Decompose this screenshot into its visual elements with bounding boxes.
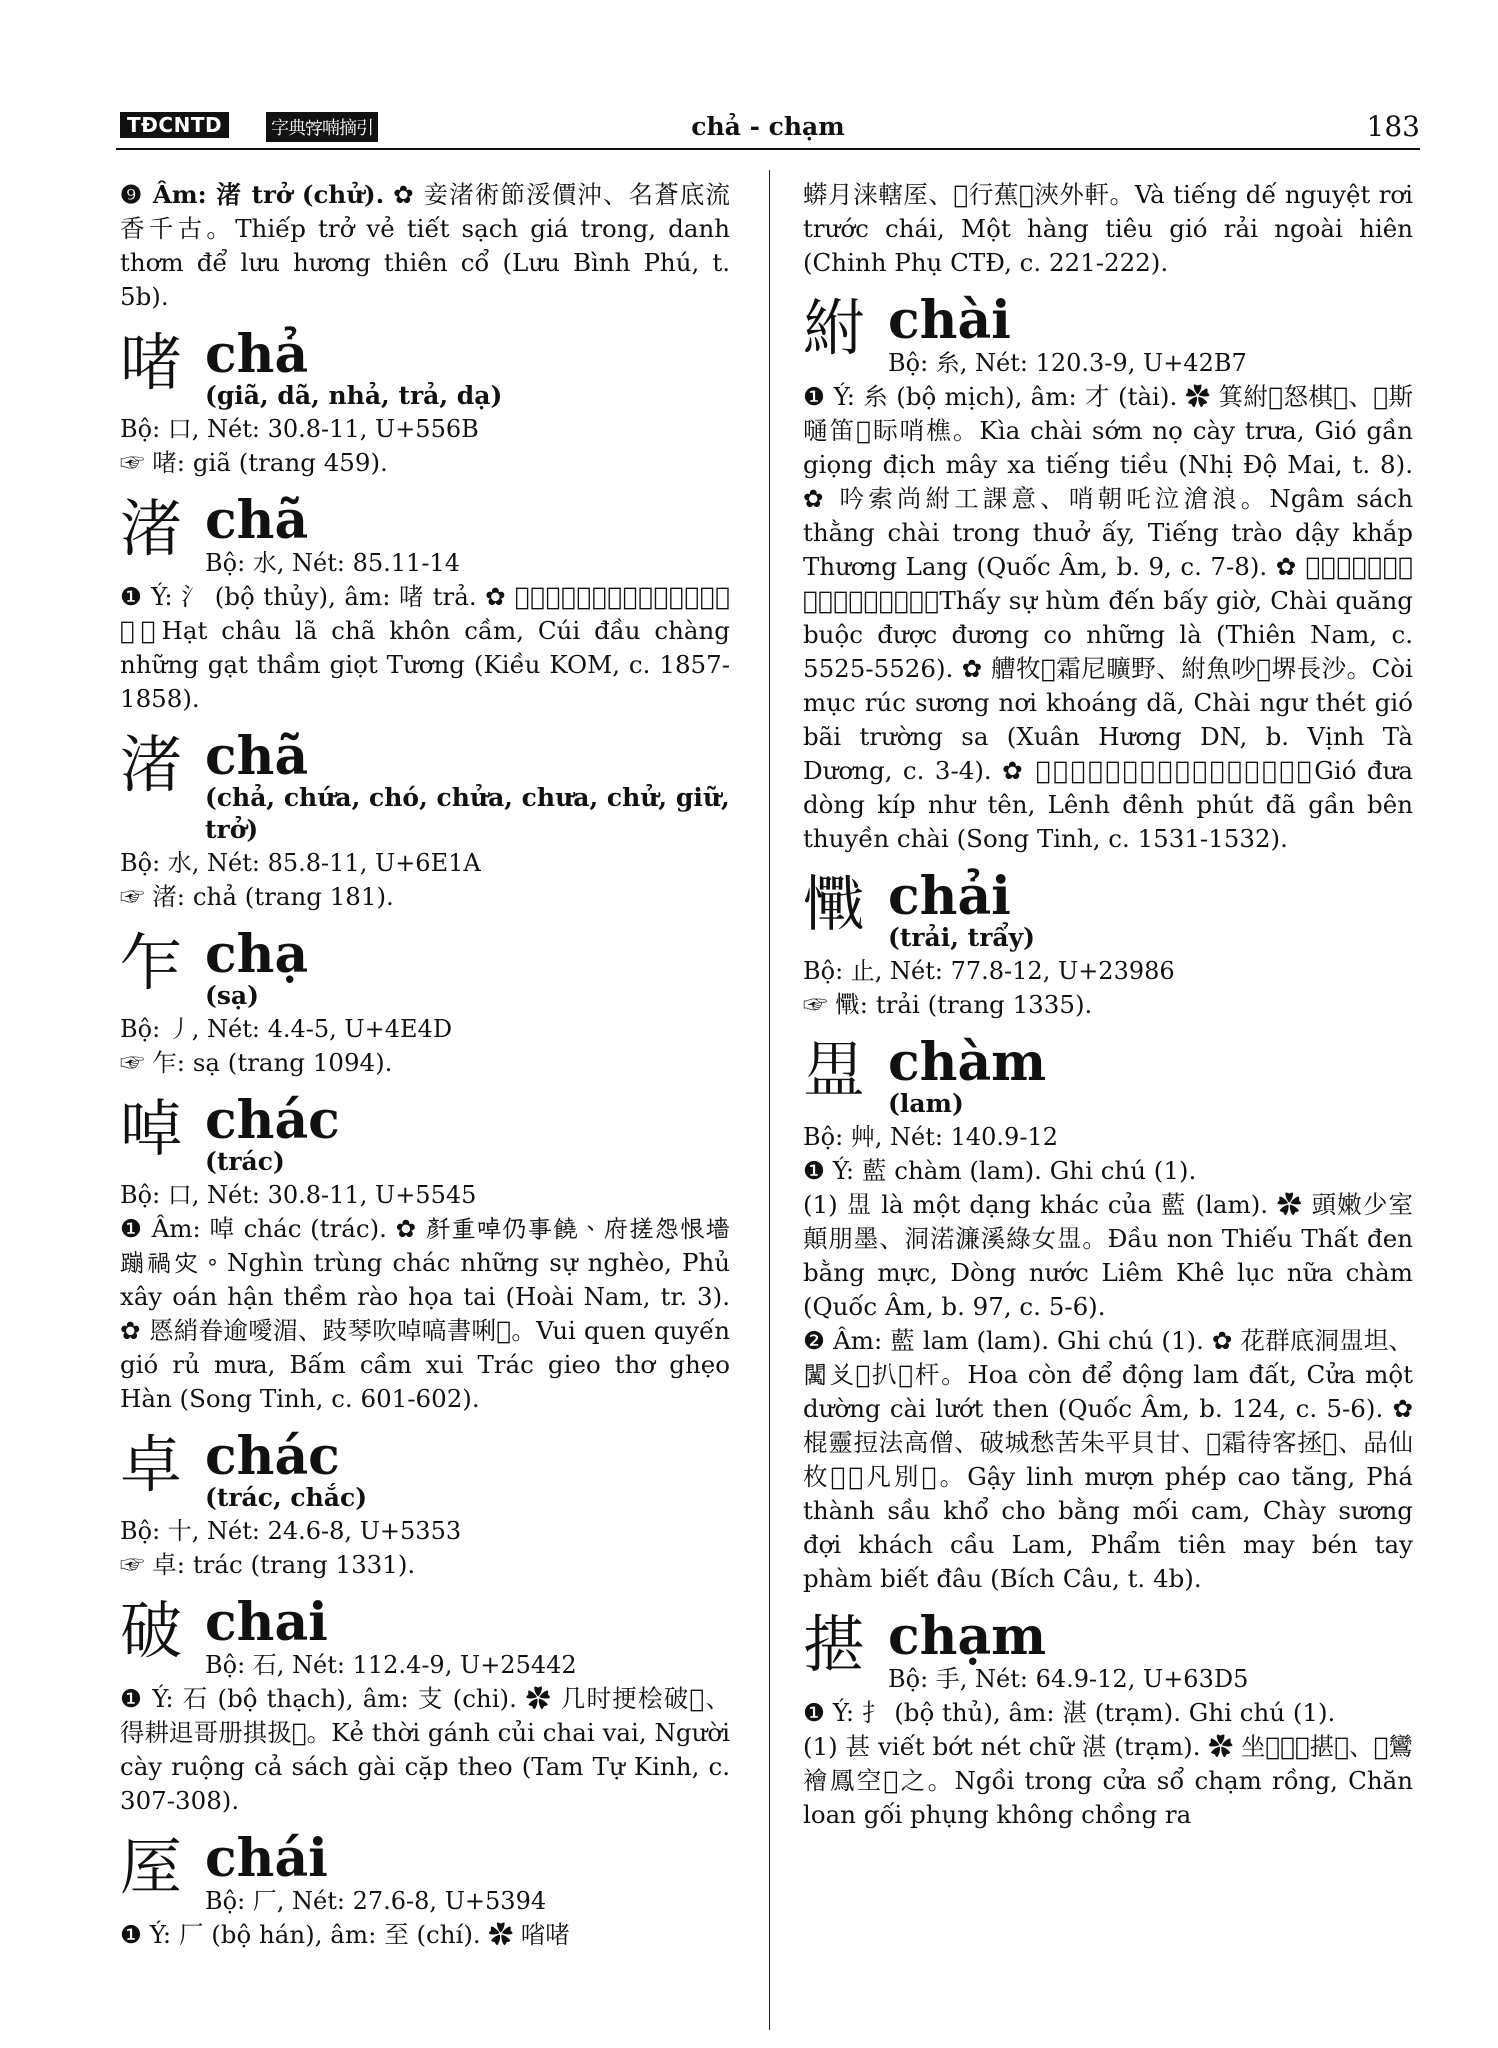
alternate-readings: (trác, chắc) — [205, 1483, 368, 1512]
continued-sense — [120, 178, 730, 314]
headword-reading: chả — [205, 324, 309, 385]
entry-sense: ☞ 啫: giã (trang 459). — [120, 448, 388, 477]
headword-character: 啅 — [120, 1092, 183, 1165]
headword-character: 𢥇 — [803, 868, 866, 941]
entry-sense: ❶ Ý: 藍 chàm (lam). Ghi chú (1). — [803, 1156, 1197, 1185]
headword-block — [205, 490, 730, 580]
radical-stroke-meta: Bộ: 糸, Nét: 120.3-9, U+42B7 — [888, 349, 1247, 377]
entry-sense: ❶ Ý: 厂 (bộ hán), âm: 至 (chí). ✿ 㗂啫 — [120, 1920, 570, 1949]
continued-text: 蟒月涞轄厔、𢵻行蕉𦝄浹外軒。Và tiếng dế nguyệt rơi trước chái, Một hàng tiêu gió rải ngoài hiên (Chinh Phụ CTĐ, c. 221-222). — [803, 180, 1413, 277]
headword-reading: chải — [888, 866, 1011, 927]
entry-sense: ❶ Ý: 扌 (bộ thủ), âm: 湛 (trạm). Ghi chú (1). — [803, 1698, 1336, 1727]
dictionary-entry — [120, 1828, 730, 1952]
headword-character: 揕 — [803, 1608, 866, 1681]
dictionary-entry — [803, 866, 1413, 1022]
headword-character: 啫 — [120, 326, 183, 399]
radical-stroke-meta: Bộ: 十, Nét: 24.6-8, U+5353 — [120, 1517, 462, 1545]
entry-sense: ☞ 渚: chả (trang 181). — [120, 882, 394, 911]
alternate-readings: (trải, trẩy) — [888, 923, 1035, 952]
radical-stroke-meta: Bộ: 丿, Nét: 4.4-5, U+4E4D — [120, 1015, 453, 1043]
entry-sense: ❶ Ý: 石 (bộ thạch), âm: 支 (chi). ✿ 几时挭桧破𩈘、得耕䢐哥册掑扱𨅸。Kẻ thời gánh củi chai vai, Người cày ruộng cả sách gài cặp theo (Tam Tự Kinh, c. 307-308). — [120, 1684, 730, 1815]
left-column — [120, 178, 730, 2023]
entry-head — [803, 1606, 1413, 1696]
left-entries — [120, 324, 730, 1952]
entry-head — [120, 1426, 730, 1514]
entry-head — [120, 324, 730, 412]
right-column — [803, 178, 1413, 2023]
dictionary-entry — [120, 324, 730, 480]
headword-block — [888, 866, 1413, 954]
radical-stroke-meta: Bộ: 石, Nét: 112.4-9, U+25442 — [205, 1651, 577, 1679]
radical-stroke-meta: Bộ: 水, Nét: 85.11-14 — [205, 549, 460, 577]
headword-block — [888, 290, 1413, 380]
dictionary-logo-han: 字典𡨸喃摘引 — [266, 112, 378, 142]
dictionary-entry — [120, 490, 730, 716]
headword-reading: chã — [205, 490, 309, 551]
entry-sense: ❶ Ý: 糸 (bộ mịch), âm: 才 (tài). ✿ 箕紨𣋚怒棋𨰈、𡀯斯嗵笛𨖲眎哨樵。Kìa chài sớm nọ cày trưa, Gió gần giọng địch mây xa tiếng tiều (Nhị Độ Mai, t. 8). ✿ 吟索尚紨工課意、哨朝吒泣滄浪。Ngâm sách thằng chài trong thuở ấy, Tiếng trào dậy khắp Thương Lang (Quốc Âm, b. 9, c. 7-8). ✿ 𩈘事猹典闭除、紨肱紏特當撫仍罗。Thấy sự hùm đến bấy giờ, Chài quăng buộc được đương co những là (Thiên Nam, c. 5525-5526). ✿ 艚牧𠽖霜尼曠野、紨魚吵𦝄堺長沙。Còi mục rúc sương nơi khoáng dã, Chài ngư thét gió bãi trường sa (Xuân Hương DN, b. Vịnh Tà Dương, c. 3-4). ✿ 𦝄迻洄急如箕、泠汀丿㐌斯边船紨。Gió đưa dòng kíp như tên, Lênh đênh phút đã gần bên thuyền chài (Song Tinh, c. 1531-1532). — [803, 382, 1413, 853]
headword-block — [205, 1426, 730, 1514]
entry-head — [120, 1592, 730, 1682]
right-entries — [803, 290, 1413, 1832]
dictionary-logo-latin: TĐCNTD — [120, 112, 229, 138]
alternate-readings: (trác) — [205, 1147, 285, 1176]
headword-block — [205, 924, 730, 1012]
headword-block — [888, 1606, 1413, 1696]
headword-reading: chạ — [205, 924, 309, 985]
running-title: chả - chạm — [691, 112, 845, 141]
headword-block — [205, 324, 730, 412]
dictionary-entry — [803, 1606, 1413, 1832]
page-header — [116, 108, 1420, 150]
headword-character: 渚 — [120, 492, 183, 565]
dictionary-entry — [120, 726, 730, 914]
headword-reading: chạm — [888, 1606, 1047, 1667]
headword-character: 渚 — [120, 728, 183, 801]
radical-stroke-meta: Bộ: 口, Nét: 30.8-11, U+556B — [120, 415, 479, 443]
headword-reading: chàm — [888, 1032, 1047, 1093]
headword-character: 厔 — [120, 1830, 183, 1903]
alternate-readings: (lam) — [888, 1089, 964, 1118]
entry-head — [803, 866, 1413, 954]
entry-sense: ❶ Âm: 啅 chác (trác). ✿ 𠦳重啅仍事饒、府搓怨恨墻蹦禍灾。Nghìn trùng chác những sự nghèo, Phủ xây oán hận thềm rào họa tai (Hoài Nam, tr. 3). ✿ 㥦綃眷逾噯湄、跂琴吹啅嗃書唎𢩿。Vui quen quyến gió rủ mưa, Bấm cầm xui Trác gieo thơ ghẹo Hàn (Song Tinh, c. 601-602). — [120, 1214, 730, 1413]
headword-reading: chai — [205, 1592, 328, 1653]
entry-sense: ☞ 𢥇: trải (trang 1335). — [803, 990, 1093, 1019]
headword-block — [205, 1828, 730, 1918]
radical-stroke-meta: Bộ: 手, Nét: 64.9-12, U+63D5 — [888, 1665, 1249, 1693]
dictionary-entry — [803, 290, 1413, 856]
headword-reading: chác — [205, 1426, 340, 1487]
alternate-readings: (giã, dã, nhả, trả, dạ) — [205, 381, 503, 410]
alternate-readings: (sạ) — [205, 981, 259, 1010]
sense-label: ❾ Âm: 渚 trở (chử). — [120, 180, 385, 209]
page-number: 183 — [1366, 110, 1420, 143]
headword-reading: chác — [205, 1090, 340, 1151]
headword-character: 紨 — [803, 292, 866, 365]
radical-stroke-meta: Bộ: 艸, Nét: 140.9-12 — [803, 1123, 1058, 1151]
dictionary-entry — [120, 924, 730, 1080]
headword-reading: chái — [205, 1828, 328, 1889]
entry-head — [120, 1828, 730, 1918]
headword-reading: chã — [205, 726, 309, 787]
radical-stroke-meta: Bộ: 口, Nét: 30.8-11, U+5545 — [120, 1181, 477, 1209]
entry-sense: ❷ Âm: 藍 lam (lam). Ghi chú (1). ✿ 花群底洞𥁎坦、𨷈𠬠𨤔扒𢪀杆。Hoa còn để động lam đất, Cửa một dường cài lướt then (Quốc Âm, b. 124, c. 5-6). ✿ 棍靈𢭃法高僧、破城愁苦朱平貝甘、𣘃霜待客拯𥁎、品仙枚𢯒𤽸凡別𡗶。Gậy linh mượn phép cao tăng, Phá thành sầu khổ cho bằng mối cam, Chày sương đợi khách cầu Lam, Phẩm tiên may bén tay phàm biết đâu (Bích Câu, t. 4b). — [803, 1326, 1413, 1593]
radical-stroke-meta: Bộ: 厂, Nét: 27.6-8, U+5394 — [205, 1887, 547, 1915]
radical-stroke-meta: Bộ: 止, Nét: 77.8-12, U+23986 — [803, 957, 1175, 985]
headword-reading: chài — [888, 290, 1011, 351]
headword-character: 破 — [120, 1594, 183, 1667]
entry-sense: ☞ 乍: sạ (trang 1094). — [120, 1048, 393, 1077]
entry-sense: ❶ Ý: 氵 (bộ thủy), âm: 啫 trả. ✿ 𢪀珠涓渚坤拎、僉頭扢仍拔恍淚湘。Hạt châu lã chã khôn cầm, Cúi đầu chàng những gạt thầm giọt Tương (Kiều KOM, c. 1857-1858). — [120, 582, 730, 713]
entry-head — [803, 290, 1413, 380]
headword-block — [205, 726, 730, 846]
headword-block — [205, 1090, 730, 1178]
entry-sense: (1) 𥁎 là một dạng khác của 藍 (lam). ✿ 頭嫩少室顛朋墨、洞渃濂溪綠女𥁎。Đầu non Thiếu Thất đen bằng mực, Dòng nước Liêm Khê lục nữa chàm (Quốc Âm, b. 97, c. 5-6). — [803, 1190, 1413, 1321]
column-divider — [769, 170, 770, 2030]
headword-block — [205, 1592, 730, 1682]
entry-head — [120, 726, 730, 846]
entry-head — [803, 1032, 1413, 1120]
alternate-readings: (chả, chứa, chó, chửa, chưa, chử, giữ, trở) — [205, 783, 730, 844]
sense-text: ✿ 妾渚術節浽價沖、名蒼底流香千古。Thiếp trở vẻ tiết sạch giá trong, danh thơm để lưu hương thiên cổ (Lưu Bình Phú, t. 5b). — [120, 180, 730, 311]
dictionary-entry — [120, 1426, 730, 1582]
dictionary-entry — [120, 1592, 730, 1818]
headword-block — [888, 1032, 1413, 1120]
entry-head — [120, 490, 730, 580]
radical-stroke-meta: Bộ: 水, Nét: 85.8-11, U+6E1A — [120, 849, 481, 877]
entry-sense: (1) 甚 viết bớt nét chữ 湛 (trạm). ✿ 坐𥒥𨷈𪀄揕𧍝、𥙩鸞襘鳳空𦋦之。Ngồi trong cửa sổ chạm rồng, Chăn loan gối phụng không chồng ra — [803, 1732, 1413, 1829]
dictionary-entry — [120, 1090, 730, 1416]
entry-head — [120, 924, 730, 1012]
headword-character: 𥁎 — [803, 1034, 866, 1107]
headword-character: 卓 — [120, 1428, 183, 1501]
entry-sense: ☞ 卓: trác (trang 1331). — [120, 1550, 416, 1579]
headword-character: 乍 — [120, 926, 183, 999]
entry-head — [120, 1090, 730, 1178]
dictionary-entry — [803, 1032, 1413, 1596]
